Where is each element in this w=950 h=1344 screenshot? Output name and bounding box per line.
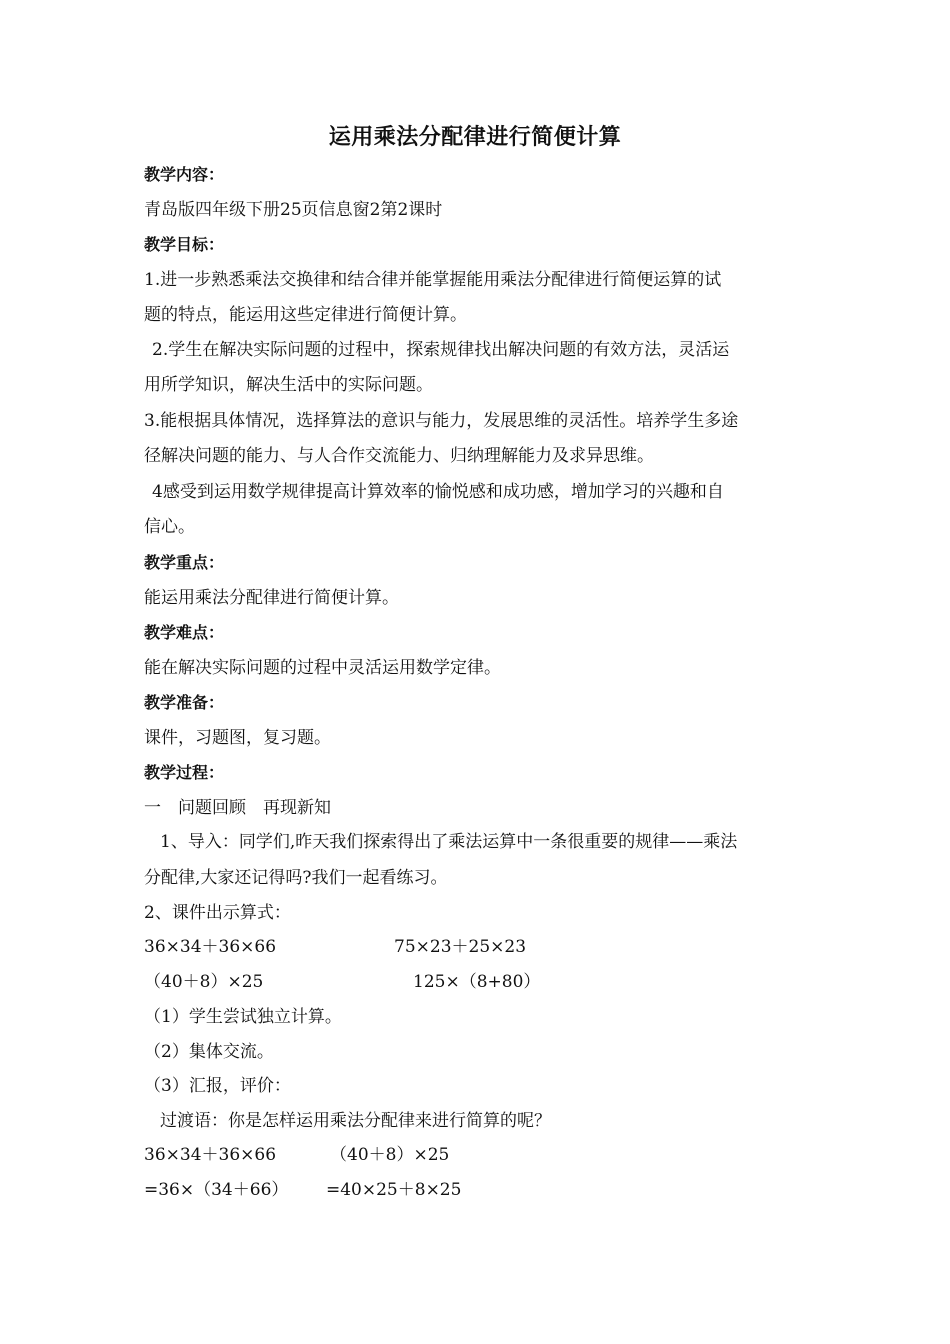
goal-3-line-2: 径解决问题的能力、与人合作交流能力、归纳理解能力及求异思维。 — [144, 446, 654, 466]
goal-4-line-1: 4感受到运用数学规律提高计算效率的愉悦感和成功感，增加学习的兴趣和自 — [152, 482, 724, 502]
key-point-heading: 教学重点： — [144, 553, 225, 572]
calc-1-left: 36×34＋36×66 — [144, 1145, 277, 1165]
goal-3-line-1: 3.能根据具体情况，选择算法的意识与能力，发展思维的灵活性。培养学生多途 — [144, 411, 739, 431]
document-title: 运用乘法分配律进行简便计算 — [328, 125, 622, 150]
difficulty-text: 能在解决实际问题的过程中灵活运用数学定律。 — [144, 658, 501, 678]
step-1: （1）学生尝试独立计算。 — [144, 1007, 342, 1027]
difficulty-heading: 教学难点： — [144, 623, 225, 642]
transition-text: 过渡语：你是怎样运用乘法分配律来进行简算的呢？ — [160, 1111, 551, 1131]
section-1-title: 一 问题回顾 再现新知 — [144, 798, 331, 818]
goal-4-line-2: 信心。 — [144, 517, 195, 537]
goal-2-line-2: 用所学知识，解决生活中的实际问题。 — [144, 375, 433, 395]
calc-2-left: =36×（34＋66） — [144, 1180, 289, 1200]
calc-1-right: （40＋8）×25 — [330, 1145, 450, 1165]
key-point-text: 能运用乘法分配律进行简便计算。 — [144, 588, 399, 608]
goals-heading: 教学目标： — [144, 235, 225, 254]
goal-1-line-2: 题的特点，能运用这些定律进行简便计算。 — [144, 305, 467, 325]
goal-2-line-1: 2.学生在解决实际问题的过程中，探索规律找出解决问题的有效方法，灵活运 — [152, 340, 730, 360]
goal-1-line-1: 1.进一步熟悉乘法交换律和结合律并能掌握能用乘法分配律进行简便运算的试 — [144, 270, 722, 290]
process-heading: 教学过程： — [144, 763, 225, 782]
show-formulas-text: 2、课件出示算式： — [144, 903, 291, 923]
formula-a: 36×34＋36×66 — [144, 937, 277, 957]
formula-c: （40＋8）×25 — [144, 972, 264, 992]
formula-b: 75×23＋25×23 — [394, 937, 527, 957]
content-text: 青岛版四年级下册25页信息窗2第2课时 — [144, 200, 443, 220]
step-3: （3）汇报，评价： — [144, 1076, 291, 1096]
step-2: （2）集体交流。 — [144, 1042, 274, 1062]
content-heading: 教学内容： — [144, 165, 225, 184]
formula-d: 125×（8+80） — [413, 972, 541, 992]
intro-line-2: 分配律,大家还记得吗?我们一起看练习。 — [144, 868, 448, 888]
preparation-heading: 教学准备： — [144, 693, 225, 712]
preparation-text: 课件，习题图，复习题。 — [144, 728, 331, 748]
calc-2-right: =40×25＋8×25 — [326, 1180, 462, 1200]
intro-line-1: 1、导入：同学们,昨天我们探索得出了乘法运算中一条很重要的规律——乘法 — [160, 832, 738, 852]
